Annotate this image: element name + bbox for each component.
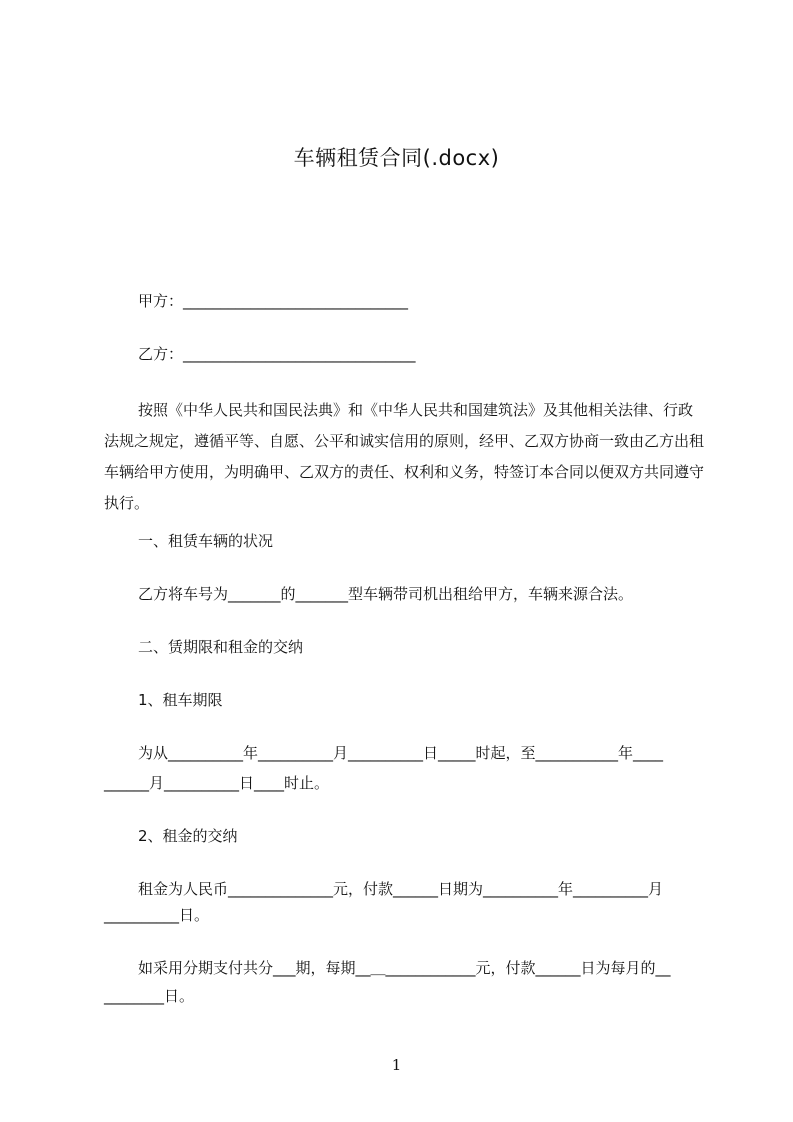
section-1-text: 乙方将车号为_______的_______型车辆带司机出租给甲方，车辆来源合法。 [138,585,634,603]
intro-paragraph-text: 按照《中华人民共和国民法典》和《中华人民共和国建筑法》及其他相关法律、行政法规之规定，遵循平等、自愿、公平和诚实信用的原则，经甲、乙双方协商一致由乙方出租车辆给甲方使用，为明确甲、乙双方的责任、权利和义务，特签订本合同以便双方共同遵守执行。 [104,401,705,512]
document-title: 车辆租赁合同(.docx) [293,146,500,170]
party-a-line: 甲方：______________________________ [138,292,409,310]
installment-line-1: 如采用分期支付共分___期，每期__＿____________元，付款______日为每月的__ [138,959,671,977]
term-line-2: ______月__________日____时止。 [104,774,330,792]
section-1-heading: 一、租赁车辆的状况 [138,532,274,550]
term-line-1: 为从__________年__________月__________日_____时起，至___________年____ [138,744,664,762]
installment-line-2: ________日。 [104,987,195,1005]
subsection-2-heading: 2、租金的交纳 [138,827,238,845]
rent-line-2: __________日。 [104,906,210,924]
subsection-1-heading: 1、租车期限 [138,691,223,709]
section-2-heading: 二、赁期限和租金的交纳 [138,638,304,656]
intro-paragraph [104,395,704,519]
rent-line-1: 租金为人民币______________元，付款______日期为__________年__________月 [138,880,664,898]
page-number: 1 [391,1056,402,1074]
party-b-line: 乙方：_______________________________ [138,345,416,363]
